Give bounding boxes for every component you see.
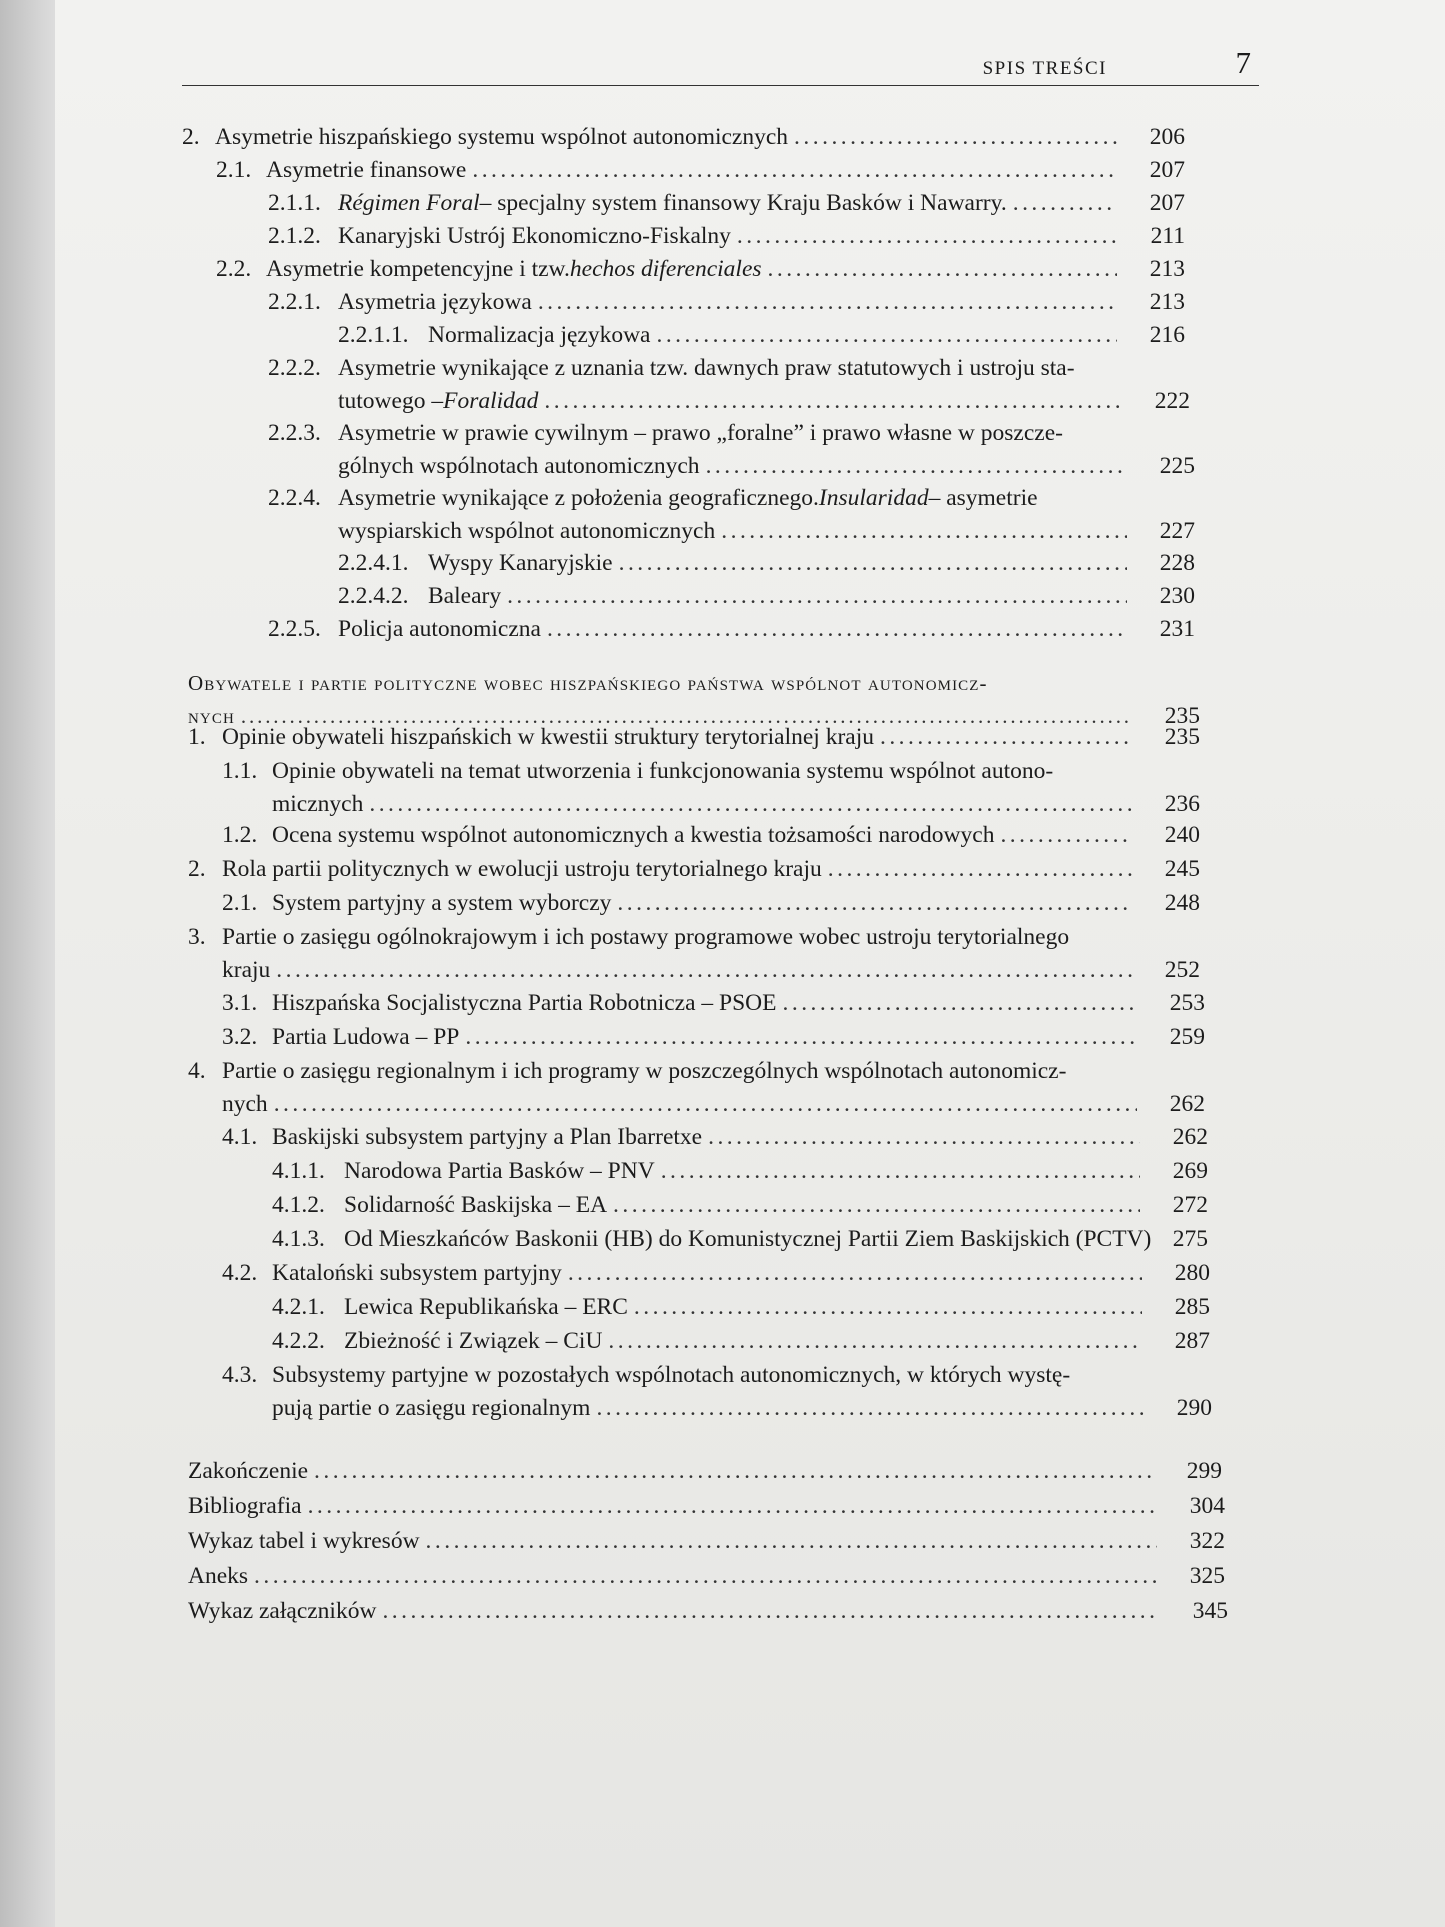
entry-title (344, 1224, 1152, 1254)
entry-title-text: – asymetrie (928, 485, 1038, 511)
entry-page-number: 211 (1150, 223, 1185, 249)
entry-page-number: 225 (1159, 453, 1195, 479)
entry-title-text: Hiszpańska Socjalistyczna Partia Robotnicza – PSOE (272, 990, 777, 1016)
entry-title (338, 614, 1135, 644)
entry-title-text: nych (222, 1091, 268, 1117)
entry-title (222, 1089, 1145, 1119)
leader-dots (608, 1326, 1142, 1356)
entry-page-number: 231 (1159, 616, 1195, 642)
entry-title (272, 1022, 1145, 1052)
entry-page-number: 322 (1189, 1528, 1225, 1554)
entry-page-number: 280 (1174, 1260, 1210, 1286)
leader-dots (254, 1561, 1157, 1591)
entry-page-number: 222 (1154, 388, 1190, 414)
entry-title-text: Rola partii politycznych w ewolucji ustroju terytorialnego kraju (222, 856, 822, 882)
entry-page-number: 253 (1169, 990, 1205, 1016)
entry-page-number: 248 (1164, 890, 1200, 916)
entry-title-text: Partie o zasięgu regionalnym i ich programy w poszczególnych wspólnotach autonomicz- (222, 1058, 1067, 1084)
entry-number: 4.1.3. (272, 1226, 325, 1252)
entry-title (188, 1561, 1165, 1591)
entry-page-number: 245 (1164, 856, 1200, 882)
entry-title-text: Solidarność Baskijska – EA (344, 1192, 608, 1218)
entry-title-text: – specjalny system finansowy Kraju Basków i Nawarry. (479, 190, 1007, 216)
leader-dots (880, 722, 1132, 752)
entry-number: 1.1. (222, 758, 258, 784)
leader-dots (768, 254, 1117, 284)
leader-dots (314, 1456, 1154, 1486)
leader-dots (596, 1393, 1144, 1423)
entry-number: 2.1.2. (268, 223, 321, 249)
leader-dots (507, 581, 1127, 611)
entry-page-number: 213 (1149, 256, 1185, 282)
entry-number: 2. (182, 124, 200, 150)
entry-number: 3.2. (222, 1024, 258, 1050)
entry-number: 2.1.1. (268, 190, 321, 216)
entry-title (272, 988, 1145, 1018)
entry-page-number: 227 (1159, 518, 1195, 544)
entry-title-italic: Régimen Foral (338, 190, 480, 216)
entry-title-italic: Foralidad (443, 388, 539, 414)
leader-dots (828, 854, 1132, 884)
entry-title-line1 (222, 1056, 1066, 1086)
entry-title-text: Partie o zasięgu ogólnokrajowym i ich postawy programowe wobec ustroju terytorialnego (222, 924, 1070, 950)
entry-title (272, 820, 1140, 850)
leader-dots (1013, 188, 1117, 218)
page-number: 7 (1235, 45, 1251, 80)
entry-title (188, 1491, 1165, 1521)
entry-page-number: 290 (1176, 1395, 1212, 1421)
entry-page-number: 272 (1172, 1192, 1208, 1218)
entry-number: 4.2.1. (272, 1294, 325, 1320)
entry-page-number: 262 (1169, 1091, 1205, 1117)
entry-page-number: 228 (1159, 550, 1195, 576)
entry-page-number: 216 (1149, 322, 1185, 348)
entry-title (222, 955, 1140, 985)
entry-title-italic: hechos diferenciales (569, 256, 762, 282)
entry-title-text: Policja autonomiczna (338, 616, 541, 642)
entry-title-text: Normalizacja językowa (428, 322, 651, 348)
entry-page-number: 207 (1149, 157, 1185, 183)
entry-page-number: 235 (1164, 724, 1200, 750)
entry-page-number: 240 (1164, 822, 1200, 848)
entry-number: 4.2.2. (272, 1328, 325, 1354)
entry-number: 3.1. (222, 990, 258, 1016)
leader-dots (708, 1122, 1140, 1152)
entry-number: 2.2. (216, 256, 252, 282)
entry-title-text: Ocena systemu wspólnot autonomicznych a kwestia tożsamości narodowych (272, 822, 995, 848)
entry-number: 1.2. (222, 822, 258, 848)
entry-title-line1 (338, 483, 1038, 513)
entry-title-line1 (338, 353, 1075, 383)
entry-title-text: micznych (272, 791, 364, 817)
entry-number: 2. (188, 856, 206, 882)
entry-title-line1 (272, 1360, 1070, 1390)
entry-page-number: 259 (1169, 1024, 1205, 1050)
entry-title-line1 (188, 668, 988, 698)
entry-number: 2.2.4.1. (338, 550, 409, 576)
entry-title-text: Asymetrie finansowe (266, 157, 467, 183)
entry-title (428, 548, 1135, 578)
entry-title (338, 188, 1125, 218)
entry-page-number: 206 (1149, 124, 1185, 150)
leader-dots (369, 789, 1132, 819)
entry-number: 2.2.1. (268, 289, 321, 315)
entry-title (266, 155, 1125, 185)
entry-title-text: wyspiarskich wspólnot autonomicznych (338, 518, 716, 544)
entry-title (188, 1526, 1165, 1556)
entry-title-text: Zbieżność i Związek – CiU (344, 1328, 603, 1354)
entry-page-number: 252 (1164, 957, 1200, 983)
entry-title (428, 320, 1125, 350)
entry-title (344, 1156, 1148, 1186)
entry-title-text: Subsystemy partyjne w pozostałych wspólnotach autonomicznych, w których wystę- (272, 1362, 1071, 1388)
entry-title-line1 (272, 756, 1053, 786)
entry-title (222, 854, 1140, 884)
leader-dots (613, 1190, 1140, 1220)
entry-title-text: Od Mieszkańców Baskonii (HB) do Komunistycznej Partii Ziem Baskijskich (PCTV) (344, 1226, 1152, 1252)
entry-page-number: 235 (1164, 703, 1200, 729)
entry-page-number: 345 (1192, 1598, 1228, 1624)
entry-title (188, 1456, 1162, 1486)
entry-title (272, 888, 1140, 918)
entry-title-text: Narodowa Partia Basków – PNV (344, 1158, 655, 1184)
entry-title-italic: Insularidad (818, 485, 929, 511)
leader-dots (1000, 820, 1132, 850)
entry-title (272, 1393, 1152, 1423)
entry-title (338, 287, 1125, 317)
entry-title-text: Lewica Republikańska – ERC (344, 1294, 628, 1320)
leader-dots (544, 386, 1122, 416)
leader-dots (382, 1596, 1160, 1626)
entry-number: 1. (188, 724, 206, 750)
entry-title (266, 254, 1125, 284)
entry-number: 3. (188, 924, 206, 950)
entry-title-text: Kataloński subsystem partyjny (272, 1260, 562, 1286)
entry-title (338, 386, 1130, 416)
entry-title-text: Opinie obywateli hiszpańskich w kwestii struktury terytorialnej kraju (222, 724, 874, 750)
entry-page-number: 285 (1174, 1294, 1210, 1320)
entry-title-text: Asymetrie wynikające z położenia geograficznego. (338, 485, 819, 511)
entry-title (222, 722, 1140, 752)
entry-title-text: pują partie o zasięgu regionalnym (272, 1395, 591, 1421)
entry-title (338, 451, 1135, 481)
entry-number: 2.2.5. (268, 616, 321, 642)
entry-title-text: Opinie obywateli na temat utworzenia i funkcjonowania systemu wspólnot autono- (272, 758, 1054, 784)
leader-dots (426, 1526, 1157, 1556)
entry-title-text: Asymetrie kompetencyjne i tzw. (266, 256, 570, 282)
leader-dots (737, 221, 1117, 251)
entry-title-text: Kanaryjski Ustrój Ekonomiczno-Fiskalny (338, 223, 731, 249)
entry-number: 2.2.4. (268, 485, 321, 511)
entry-title-text: Baleary (428, 583, 502, 609)
entry-title-text: Obywatele i partie polityczne wobec hiszpańskiego państwa wspólnot autonomicz- (188, 671, 988, 695)
entry-title (338, 221, 1125, 251)
entry-page-number: 262 (1172, 1124, 1208, 1150)
entry-number: 4. (188, 1058, 206, 1084)
entry-number: 2.2.2. (268, 355, 321, 381)
entry-title-text: Partia Ludowa – PP (272, 1024, 460, 1050)
entry-title-text: Aneks (188, 1563, 249, 1589)
entry-title (344, 1326, 1150, 1356)
entry-number: 2.2.4.2. (338, 583, 409, 609)
leader-dots (274, 1089, 1137, 1119)
entry-page-number: 287 (1174, 1328, 1210, 1354)
entry-title (344, 1292, 1150, 1322)
entry-title (272, 1258, 1150, 1288)
entry-title-line1 (222, 922, 1069, 952)
entry-number: 4.1.2. (272, 1192, 325, 1218)
leader-dots (547, 614, 1127, 644)
leader-dots (276, 955, 1132, 985)
leader-dots (308, 1491, 1157, 1521)
entry-title-text: tutowego – (338, 388, 444, 414)
entry-title (188, 1596, 1168, 1626)
entry-title-text: System partyjny a system wyborczy (272, 890, 612, 916)
leader-dots (538, 287, 1117, 317)
leader-dots (568, 1258, 1142, 1288)
entry-page-number: 236 (1164, 791, 1200, 817)
entry-number: 4.2. (222, 1260, 258, 1286)
entry-title-text: Asymetrie hiszpańskiego systemu wspólnot autonomicznych (215, 124, 789, 150)
leader-dots (465, 1022, 1137, 1052)
leader-dots (656, 320, 1117, 350)
entry-page-number: 275 (1172, 1226, 1208, 1252)
entry-title (338, 516, 1135, 546)
entry-title-text: Wyspy Kanaryjskie (428, 550, 613, 576)
entry-title-line1 (338, 418, 1063, 448)
entry-title-text: Baskijski subsystem partyjny a Plan Ibarretxe (272, 1124, 703, 1150)
entry-page-number: 325 (1189, 1563, 1225, 1589)
leader-dots (661, 1156, 1140, 1186)
entry-title-text: Asymetrie w prawie cywilnym – prawo „foralne” i prawo własne w poszcze- (338, 420, 1063, 446)
entry-page-number: 230 (1159, 583, 1195, 609)
running-title: SPIS TREŚCI (982, 58, 1107, 79)
leader-dots (634, 1292, 1142, 1322)
entry-title-text: kraju (222, 957, 271, 983)
entry-title-text: Wykaz załączników (188, 1598, 377, 1624)
entry-title-text: gólnych wspólnotach autonomicznych (338, 453, 700, 479)
leader-dots (783, 988, 1138, 1018)
entry-number: 4.3. (222, 1362, 258, 1388)
entry-number: 2.2.3. (268, 420, 321, 446)
entry-title (272, 1122, 1148, 1152)
leader-dots (721, 516, 1127, 546)
entry-page-number: 299 (1186, 1458, 1222, 1484)
entry-page-number: 213 (1149, 289, 1185, 315)
entry-page-number: 207 (1149, 190, 1185, 216)
entry-title-text: nych (188, 704, 235, 728)
entry-title (215, 122, 1125, 152)
entry-title-text: Zakończenie (188, 1458, 309, 1484)
leader-dots (617, 888, 1132, 918)
entry-title (428, 581, 1135, 611)
entry-number: 2.1. (216, 157, 252, 183)
leader-dots (794, 122, 1117, 152)
entry-page-number: 269 (1172, 1158, 1208, 1184)
entry-title (344, 1190, 1148, 1220)
entry-title-text: Wykaz tabel i wykresów (188, 1528, 420, 1554)
entry-number: 2.2.1.1. (338, 322, 409, 348)
leader-dots (472, 155, 1117, 185)
entry-number: 2.1. (222, 890, 258, 916)
entry-title-text: Bibliografia (188, 1493, 302, 1519)
entry-title-text: Asymetria językowa (338, 289, 532, 315)
entry-title-text: Asymetrie wynikające z uznania tzw. dawnych praw statutowych i ustroju sta- (338, 355, 1075, 381)
entry-number: 4.1. (222, 1124, 258, 1150)
entry-number: 4.1.1. (272, 1158, 325, 1184)
entry-title (272, 789, 1140, 819)
leader-dots (619, 548, 1127, 578)
leader-dots (706, 451, 1127, 481)
entry-page-number: 304 (1189, 1493, 1225, 1519)
